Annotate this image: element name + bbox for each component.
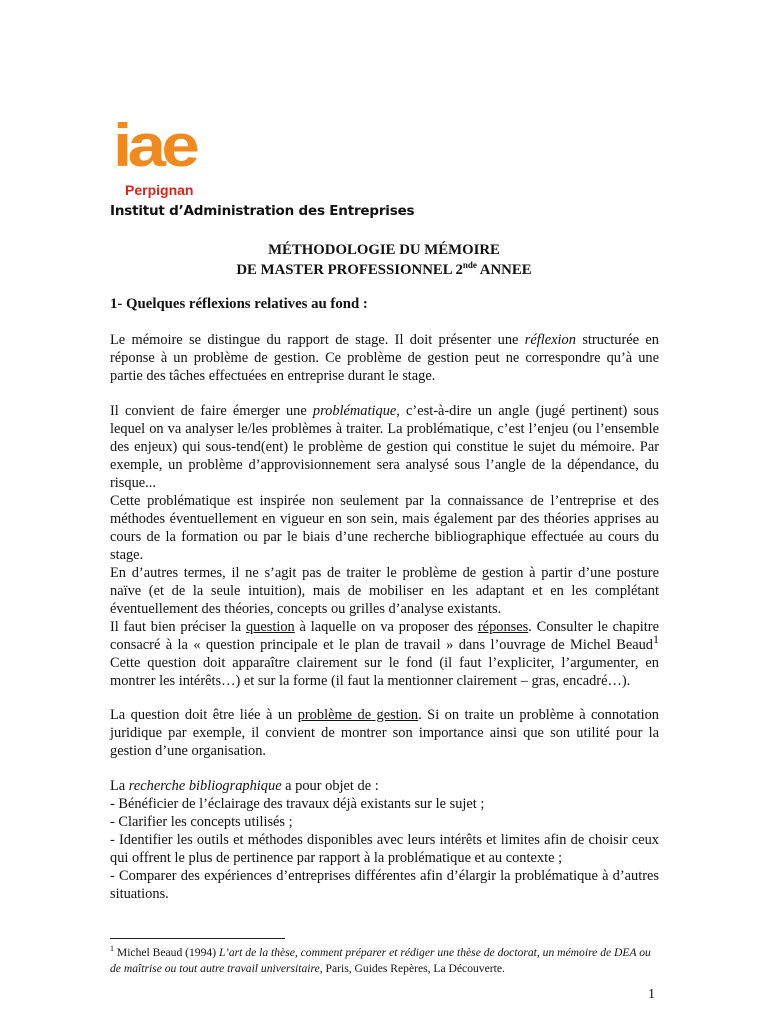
institution-name: Institut d’Administration des Entreprises <box>110 203 415 219</box>
logo-brand: iae <box>113 112 196 179</box>
paragraph-7: La recherche bibliographique a pour objet de : <box>110 778 379 794</box>
document-title-line2: DE MASTER PROFESSIONNEL 2nde ANNEE <box>236 260 532 278</box>
paragraph-6: La question doit être liée à un problème de gestion. Si on traite un problème à connotation juridique par exemple, il convient de montrer son importance ainsi que son utilité pour la gestion d’une organisation. <box>110 707 659 759</box>
iae-logo <box>113 112 223 200</box>
list-item: - Bénéficier de l’éclairage des travaux déjà existants sur le sujet ; <box>110 796 485 812</box>
logo-city: Perpignan <box>125 182 194 198</box>
list-item: - Comparer des expériences d’entreprises différentes afin d’élargir la problématique à d’autres situations. <box>110 868 659 902</box>
paragraph-2: Il convient de faire émerger une problématique, c’est-à-dire un angle (jugé pertinent) sous lequel on va analyser le/les problèmes à traiter. La problématique, c’est l’enjeu (ou l’ensemble des enjeux) qui sous-tend(ent) le problème de gestion qui constitue le sujet du mémoire. Par exemple, un problème d’approvisionnement sera analysé sous l’angle de la dépendance, du risque... <box>110 403 659 491</box>
objectives-list <box>110 795 659 903</box>
paragraph-1: Le mémoire se distingue du rapport de stage. Il doit présenter une réflexion structurée en réponse à un problème de gestion. Ce problème de gestion peut ne correspondre qu’à une partie des tâches effectuées en entreprise durant le stage. <box>110 332 659 384</box>
document-title-line1: MÉTHODOLOGIE DU MÉMOIRE <box>268 242 500 258</box>
section-heading: 1- Quelques réflexions relatives au fond : <box>110 296 368 312</box>
list-item: - Identifier les outils et méthodes disponibles avec leurs intérêts et limites afin de choisir ceux qui offrent le plus de pertinence par rapport à la problématique et au contexte ; <box>110 832 659 866</box>
paragraph-3: Cette problématique est inspirée non seulement par la connaissance de l’entreprise et des méthodes éventuellement en vigueur en son sein, mais également par des théories apprises au cours de la formation ou par le biais d’une recherche bibliographique effectuée au cours du stage. <box>110 493 659 563</box>
list-item: - Clarifier les concepts utilisés ; <box>110 814 293 830</box>
page-number: 1 <box>648 987 655 1002</box>
paragraph-5: Il faut bien préciser la question à laquelle on va proposer des réponses. Consulter le chapitre consacré à la « question principale et le plan de travail » dans l’ouvrage de Michel Beaud$^1$ Cette question doit apparaître clairement sur le fond (il faut l’expliciter, l’argumenter, en montrer les intérêts…) et sur la forme (il faut la mentionner clairement – gras, encadré…). <box>110 619 659 689</box>
footnote-separator <box>110 938 285 939</box>
paragraph-4: En d’autres termes, il ne s’agit pas de traiter le problème de gestion à partir d’une posture naïve (et de la seule intuition), mais de mobiliser en les adaptant et en les complétant éventuellement des théories, concepts ou grilles d’analyse existants. <box>110 565 659 617</box>
footnote: $^1$ Michel Beaud (1994) L’art de la thèse, comment préparer et rédiger une thèse de doctorat, un mémoire de DEA ou de maîtrise ou tout autre travail universitaire, Paris, Guides Repères, La Découverte. <box>110 944 651 975</box>
